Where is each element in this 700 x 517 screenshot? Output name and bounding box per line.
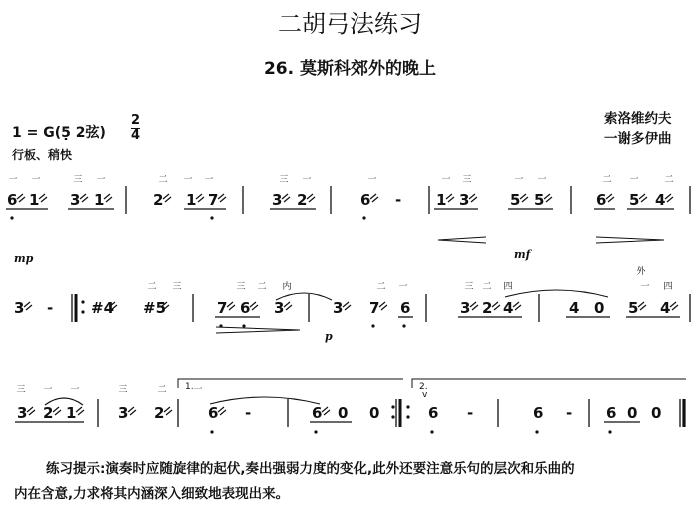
tremolo-slash xyxy=(322,407,330,415)
octave-dot xyxy=(10,216,13,219)
note-digit: 1 xyxy=(436,191,447,209)
book-title: 二胡弓法练习 xyxy=(278,10,422,38)
fingering-mark: 一 xyxy=(441,175,451,185)
note-digit: 4 xyxy=(569,299,580,317)
note-digit: 0 xyxy=(651,404,662,422)
tremolo-slash xyxy=(606,194,614,202)
fingering-mark: 三 xyxy=(172,282,182,292)
octave-dot xyxy=(210,216,213,219)
octave-dot xyxy=(81,300,84,303)
fingering-mark: 一 xyxy=(193,385,203,395)
note-digit: 5 xyxy=(629,191,640,209)
note-digit: 6 xyxy=(360,191,371,209)
fingering-mark: 一 xyxy=(43,385,53,395)
note-digit: 2 xyxy=(153,191,164,209)
note-digit: 6 xyxy=(400,299,411,317)
tremolo-slash xyxy=(218,194,226,202)
note-digit: 6 xyxy=(428,404,439,422)
note-digit: 2 xyxy=(154,404,165,422)
fingering-mark: 一 xyxy=(398,282,408,292)
composer-line-1: 索洛维约夫 xyxy=(604,111,672,127)
note-digit: 7 xyxy=(208,191,219,209)
tremolo-slash xyxy=(39,194,47,202)
fingering-mark: 三 xyxy=(73,175,83,185)
practice-tip-line-1: 练习提示:演奏时应随旋律的起伏,奏出强弱力度的变化,此外还要注意乐句的层次和乐曲的 xyxy=(46,461,575,477)
tremolo-slash xyxy=(282,194,290,202)
tremolo-slash xyxy=(544,194,552,202)
breath-mark: v xyxy=(422,390,428,400)
slur xyxy=(210,397,320,404)
tremolo-slash xyxy=(638,302,646,310)
note-digit: 6 xyxy=(7,191,18,209)
note-digit: 7 xyxy=(369,299,380,317)
note-digit: 6 xyxy=(240,299,251,317)
octave-dot xyxy=(314,430,317,433)
note-digit: 5 xyxy=(534,191,545,209)
fingering-mark: 二 xyxy=(158,175,168,185)
note-digit: 0 xyxy=(369,404,380,422)
note-digit: #5 xyxy=(143,299,167,317)
tremolo-slash xyxy=(80,194,88,202)
octave-dot xyxy=(210,430,213,433)
fingering-mark: 一 xyxy=(514,175,524,185)
fingering-mark: 一 xyxy=(183,175,193,185)
time-signature-top: 2 xyxy=(131,113,141,128)
note-digit: 5 xyxy=(510,191,521,209)
volta-label: 1. xyxy=(185,382,194,392)
note-digit: 3 xyxy=(118,404,129,422)
octave-dot xyxy=(402,324,405,327)
tremolo-slash xyxy=(250,302,258,310)
dynamic-marking: mp xyxy=(14,252,34,265)
octave-dot xyxy=(371,324,374,327)
note-digit: 4 xyxy=(655,191,666,209)
slur xyxy=(505,290,608,297)
octave-dot xyxy=(362,216,365,219)
fingering-mark: 三 xyxy=(279,175,289,185)
note-digit: 2 xyxy=(482,299,493,317)
tremolo-slash xyxy=(164,407,172,415)
note-digit: - xyxy=(47,299,54,317)
note-digit: 4 xyxy=(660,299,671,317)
fingering-mark: 二 xyxy=(147,282,157,292)
practice-tip xyxy=(14,457,686,507)
fingering-mark: 一 xyxy=(31,175,41,185)
octave-dot xyxy=(406,415,409,418)
note-digit: 4 xyxy=(503,299,514,317)
fingering-mark: 一 xyxy=(8,175,18,185)
note-digit: 3 xyxy=(333,299,344,317)
note-digit: 3 xyxy=(272,191,283,209)
tremolo-slash xyxy=(470,302,478,310)
fingering-mark: 一 xyxy=(367,175,377,185)
note-digit: 6 xyxy=(596,191,607,209)
tremolo-slash xyxy=(27,407,35,415)
fingering-mark: 二 xyxy=(482,282,492,292)
fingering-mark: 一 xyxy=(629,175,639,185)
tremolo-slash xyxy=(163,194,171,202)
note-digit: 6 xyxy=(312,404,323,422)
note-digit: - xyxy=(566,404,573,422)
dynamic-marking: p xyxy=(325,330,333,343)
fingering-mark: 二 xyxy=(602,175,612,185)
time-signature-bottom: 4 xyxy=(131,128,141,143)
fingering-mark: 四 xyxy=(503,282,513,292)
tremolo-slash xyxy=(284,302,292,310)
note-digit: 0 xyxy=(627,404,638,422)
octave-dot xyxy=(391,405,394,408)
tremolo-slash xyxy=(639,194,647,202)
fingering-mark: 三 xyxy=(118,385,128,395)
note-digit: 1 xyxy=(29,191,40,209)
note-digit: - xyxy=(245,404,252,422)
fingering-mark: 一 xyxy=(302,175,312,185)
fingering-mark: 三 xyxy=(236,282,246,292)
fingering-mark: 外 xyxy=(636,267,646,277)
note-digit: 1 xyxy=(94,191,105,209)
hairpin xyxy=(438,237,486,243)
composer-line-2: 一谢多伊曲 xyxy=(604,131,672,147)
note-digit: 3 xyxy=(70,191,81,209)
note-digit: 6 xyxy=(208,404,219,422)
piece-title: 26. 莫斯科郊外的晚上 xyxy=(263,59,437,79)
tremolo-slash xyxy=(227,302,235,310)
note-digit: 0 xyxy=(594,299,605,317)
tremolo-slash xyxy=(665,194,673,202)
note-digit: 1 xyxy=(66,404,77,422)
fingering-mark: 三 xyxy=(462,175,472,185)
note-digit: #4 xyxy=(91,299,115,317)
tremolo-slash xyxy=(24,302,32,310)
hairpin xyxy=(216,327,300,333)
fingering-mark: 内 xyxy=(282,282,292,292)
note-digit: 0 xyxy=(338,404,349,422)
tremolo-slash xyxy=(446,194,454,202)
fingering-mark: 二 xyxy=(157,385,167,395)
fingering-mark: 一 xyxy=(204,175,214,185)
practice-tip-line-2: 内在含意,力求将其内涵深入细致地表现出来。 xyxy=(14,486,290,502)
note-digit: 3 xyxy=(17,404,28,422)
octave-dot xyxy=(406,405,409,408)
note-digit: 3 xyxy=(274,299,285,317)
tremolo-slash xyxy=(370,194,378,202)
tremolo-slash xyxy=(469,194,477,202)
octave-dot xyxy=(242,324,245,327)
tremolo-slash xyxy=(513,302,521,310)
note-digit: 1 xyxy=(186,191,197,209)
fingering-mark: 三 xyxy=(464,282,474,292)
dynamic-marking: mf xyxy=(514,248,531,261)
note-digit: 3 xyxy=(459,191,470,209)
volta-bracket xyxy=(178,379,403,388)
note-digit: 5 xyxy=(628,299,639,317)
fingering-mark: 一 xyxy=(70,385,80,395)
tremolo-slash xyxy=(379,302,387,310)
tremolo-slash xyxy=(307,194,315,202)
fingering-mark: 一 xyxy=(640,282,650,292)
tremolo-slash xyxy=(492,302,500,310)
fingering-mark: 二 xyxy=(376,282,386,292)
hairpin xyxy=(596,237,664,243)
note-digit: 2 xyxy=(297,191,308,209)
tremolo-slash xyxy=(520,194,528,202)
tremolo-slash xyxy=(17,194,25,202)
octave-dot xyxy=(608,430,611,433)
tremolo-slash xyxy=(128,407,136,415)
note-digit: 7 xyxy=(217,299,228,317)
tremolo-slash xyxy=(53,407,61,415)
fingering-mark: 一 xyxy=(96,175,106,185)
note-digit: 2 xyxy=(43,404,54,422)
tremolo-slash xyxy=(76,407,84,415)
tremolo-slash xyxy=(343,302,351,310)
note-digit: 3 xyxy=(14,299,25,317)
tremolo-slash xyxy=(218,407,226,415)
note-digit: 6 xyxy=(606,404,617,422)
octave-dot xyxy=(535,430,538,433)
tremolo-slash xyxy=(196,194,204,202)
octave-dot xyxy=(81,310,84,313)
fingering-mark: 二 xyxy=(257,282,267,292)
fingering-mark: 一 xyxy=(537,175,547,185)
tremolo-slash xyxy=(104,194,112,202)
fingering-mark: 二 xyxy=(664,175,674,185)
volta-bracket xyxy=(412,379,686,388)
octave-dot xyxy=(391,415,394,418)
tempo-marking: 行板、稍快 xyxy=(12,148,73,162)
key-signature: 1 = G(5̣ 2弦) xyxy=(12,125,106,141)
fingering-mark: 四 xyxy=(663,282,673,292)
note-digit: - xyxy=(395,191,402,209)
note-digit: 3 xyxy=(460,299,471,317)
volta-label: 2. xyxy=(419,382,428,392)
fingering-mark: 三 xyxy=(16,385,26,395)
note-digit: 6 xyxy=(533,404,544,422)
octave-dot xyxy=(430,430,433,433)
note-digit: - xyxy=(467,404,474,422)
tremolo-slash xyxy=(670,302,678,310)
